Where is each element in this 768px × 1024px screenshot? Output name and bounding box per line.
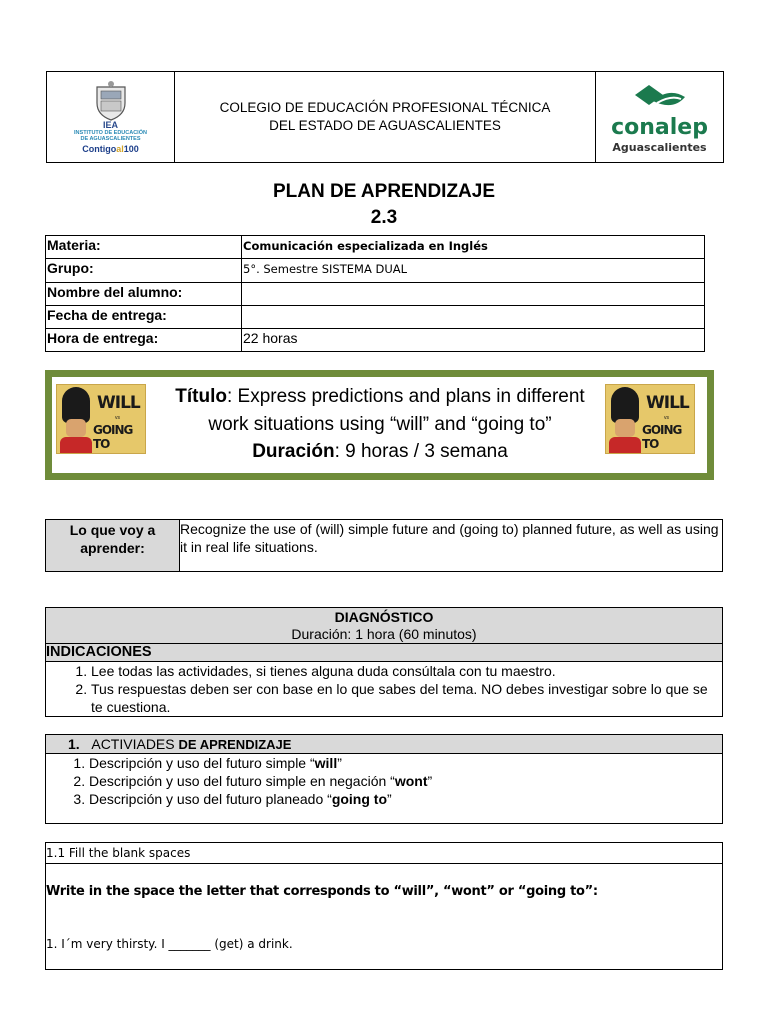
nombre-field[interactable] (242, 282, 705, 305)
institution-line1: COLEGIO DE EDUCACIÓN PROFESIONAL TÉCNICA (219, 100, 551, 115)
nombre-label: Nombre del alumno: (46, 282, 242, 305)
title-box (45, 370, 714, 480)
info-table (45, 235, 705, 352)
conalep-name: conalep (611, 114, 708, 140)
list-item: 1. Lee todas las actividades, si tienes alguna duda consúltala con tu maestro. (91, 662, 722, 680)
conalep-logo (595, 72, 723, 162)
table-row (46, 329, 705, 352)
actividades-header (46, 735, 722, 754)
materia-label: Materia: (46, 236, 242, 259)
iea-motto: Contigoal100 (82, 143, 139, 154)
indicaciones-list (46, 662, 722, 716)
title-text (152, 383, 608, 466)
exercise-heading: 1.1 Fill the blank spaces (46, 843, 722, 864)
actividades-title-a: ACTIVIADES (91, 736, 175, 752)
actividades-section (45, 734, 723, 824)
table-row (46, 282, 705, 305)
coat-of-arms-icon (93, 81, 129, 121)
actividades-title-b: DE APRENDIZAJE (178, 737, 292, 752)
exercise-instruction: Write in the space the letter that corresponds to “will”, “wont” or “going to”: (46, 884, 598, 899)
grupo-label: Grupo: (46, 259, 242, 282)
will-vs-going-to-image-right: WILL vs GOING TO (605, 384, 695, 454)
grupo-value: 5°. Semestre SISTEMA DUAL (242, 259, 705, 282)
table-row (46, 305, 705, 328)
fecha-field[interactable] (242, 305, 705, 328)
duracion-text: : 9 horas / 3 semana (334, 441, 508, 462)
fecha-label: Fecha de entrega: (46, 305, 242, 328)
exercise-question-1: 1. I´m very thirsty. I _______ (get) a drink. (46, 937, 293, 951)
titulo-text-2: work situations using “will” and “going to” (208, 413, 552, 435)
diagnostico-header (46, 608, 722, 644)
learning-goal-label: Lo que voy a aprender: (46, 520, 180, 571)
titulo-text-1: : Express predictions and plans in different (227, 386, 585, 407)
actividades-list (46, 754, 722, 808)
iea-name-line2: DE AGUASCALIENTES (80, 135, 141, 142)
list-item: 3. Descripción y uso del futuro planeado “going to” (89, 790, 722, 808)
exercise-section (45, 842, 723, 970)
list-item: 1. Descripción y uso del futuro simple “will” (89, 754, 722, 772)
will-vs-going-to-image-left: WILL vs GOING TO (56, 384, 146, 454)
indicaciones-heading: INDICACIONES (46, 644, 722, 662)
list-item: 2. Tus respuestas deben ser con base en lo que sabes del tema. NO debes investigar sobre lo que se te cuestiona. (91, 680, 722, 716)
plan-title: PLAN DE APRENDIZAJE (272, 181, 496, 202)
document-header (46, 71, 724, 163)
actividades-number: 1. (68, 736, 80, 752)
duracion-label: Duración (252, 441, 335, 462)
diagnostico-duration: Duración: 1 hora (60 minutos) (291, 626, 477, 642)
table-row (46, 236, 705, 259)
diagnostico-section (45, 607, 723, 717)
table-row (46, 259, 705, 282)
learning-goal-box (45, 519, 723, 572)
titulo-label: Título (175, 386, 227, 407)
iea-name-line1: INSTITUTO DE EDUCACIÓN (74, 129, 147, 136)
learning-goal-text: Recognize the use of (will) simple future and (going to) planned future, as well as using it in real life situations. (180, 521, 719, 555)
plan-number: 2.3 (370, 207, 398, 228)
conalep-sub: Aguascalientes (612, 140, 707, 154)
hora-value: 22 horas (242, 329, 705, 352)
hora-label: Hora de entrega: (46, 329, 242, 352)
list-item: 2. Descripción y uso del futuro simple en negación “wont” (89, 772, 722, 790)
institution-name (175, 72, 595, 162)
iea-logo (47, 72, 175, 162)
materia-value: Comunicación especializada en Inglés (242, 236, 705, 259)
diagnostico-title: DIAGNÓSTICO (334, 609, 434, 625)
iea-abbr: IEA (102, 119, 118, 130)
conalep-emblem-icon (631, 81, 689, 115)
institution-line2: DEL ESTADO DE AGUASCALIENTES (269, 118, 501, 133)
